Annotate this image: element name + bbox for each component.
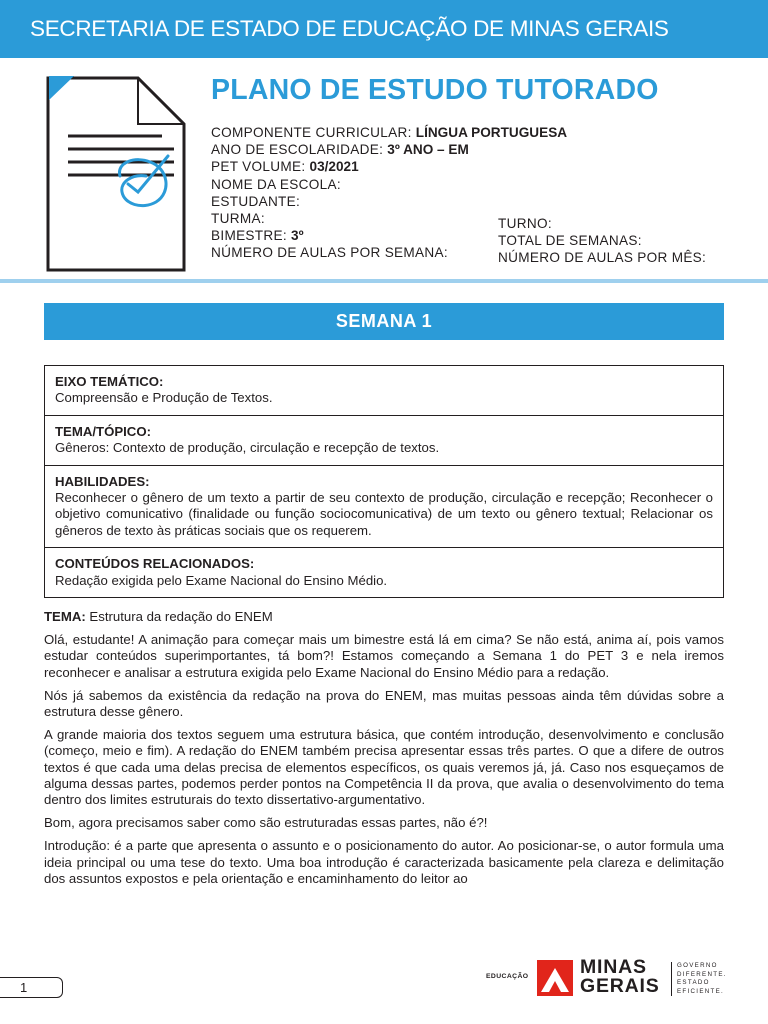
paragraph: Bom, agora precisamos saber como são estruturadas essas partes, não é?! [44,815,488,831]
tema-label: TEMA: [44,609,86,624]
ano-row: ANO DE ESCOLARIDADE: 3º ANO – EM [211,142,469,158]
logo-divider [671,962,672,996]
turno-label: TURNO: [498,216,552,231]
total-semanas-label: TOTAL DE SEMANAS: [498,233,642,249]
header-divider [0,279,768,283]
page-number: 1 [0,977,63,998]
info-table [44,365,724,598]
cell-text: Compreensão e Produção de Textos. [55,390,273,406]
paragraph: Nós já sabemos da existência da redação na prova do ENEM, mas muitas pessoas ainda têm dúvidas sobre a estrutura desse gênero. [44,687,724,720]
minas-gerais-wordmark: MINAS GERAIS [580,956,660,997]
week-heading: SEMANA 1 [44,303,724,340]
paragraph: A grande maioria dos textos seguem uma estrutura básica, que contém introdução, desenvolvimento e conclusão (começo, meio e fim). A redação do ENEM também precisa apresentar essas três partes. O que a difere de outros textos é que cada uma delas precisa de elementos específicos, os quais veremos já, já. Caso nos esqueçamos de alguma dessas partes, podemos perder pontos na Competência II da prova, que avalia o desenvolvimento do tema dentro dos limites estruturais do texto dissertativo-argumentativo. [44,727,724,808]
top-banner: SECRETARIA DE ESTADO DE EDUCAÇÃO DE MINAS GERAIS [0,0,768,58]
tema-text: Estrutura da redação do ENEM [85,609,273,624]
escola-label: NOME DA ESCOLA: [211,176,341,192]
bimestre-row: BIMESTRE: 3º [211,228,304,244]
educacao-label: EDUCAÇÃO [486,973,529,980]
bimestre-value: 3º [291,228,304,244]
pet-row: PET VOLUME: 03/2021 [211,159,359,175]
cell-label: EIXO TEMÁTICO: [55,374,164,389]
eixo-tematico-cell [45,366,723,416]
componente-value: LÍNGUA PORTUGUESA [415,125,568,140]
ano-value: 3º ANO – EM [387,142,469,158]
metadata-right [498,215,758,267]
document-icon [42,76,190,272]
minas-gerais-mountain-logo-icon [537,960,573,996]
paragraph: Olá, estudante! A animação para começar mais um bimestre está lá em cima? Se não está, anima aí, pois vamos estudar conteúdos superimportantes, tá bom?! Estamos começando a Semana 1 do PET 3 e nela iremos reconhecer e analisar a estrutura exigida pelo Exame Nacional do Ensino Médio para a redação. [44,632,724,680]
cell-label: CONTEÚDOS RELACIONADOS: [55,556,255,572]
cell-label: HABILIDADES: [55,473,150,489]
pet-value: 03/2021 [309,159,359,175]
page-title: PLANO DE ESTUDO TUTORADO [211,74,659,106]
body-text [44,609,724,894]
conteudos-cell [45,548,723,597]
paragraph: Introdução: é a parte que apresenta o assunto e o posicionamento do autor. Ao posicionar-se, o autor formula uma ideia principal ou uma tese do texto. Uma boa introdução é caracterizada basicamente pela clareza e delimitação dos assuntos expostos e pela orientação e encaminhamento do leitor ao [44,838,724,886]
habilidades-cell [45,466,723,549]
cell-label: TEMA/TÓPICO: [55,423,151,439]
government-slogan: GOVERNO DIFERENTE. ESTADO EFICIENTE. [677,962,727,995]
componente-row: COMPONENTE CURRICULAR: LÍNGUA PORTUGUESA [211,125,568,140]
aulas-semana-label: NÚMERO DE AULAS POR SEMANA: [211,245,448,261]
estudante-label: ESTUDANTE: [211,193,301,209]
cell-text: Gêneros: Contexto de produção, circulação e recepção de textos. [55,440,440,456]
cell-text: Redação exigida pelo Exame Nacional do Ensino Médio. [55,572,388,588]
turma-label: TURMA: [211,211,265,227]
cell-text: Reconhecer o gênero de um texto a partir de seu contexto de produção, circulação e recepção; Reconhecer o objetivo comunicativo (finalidade ou função sociocomunicativa) de um texto ou gênero textual; Relacionar os gêneros de texto às práticas sociais que os requerem. [55,490,713,538]
tema-line [44,609,724,625]
tema-topico-cell [45,416,723,466]
aulas-mes-label: NÚMERO DE AULAS POR MÊS: [498,250,707,266]
